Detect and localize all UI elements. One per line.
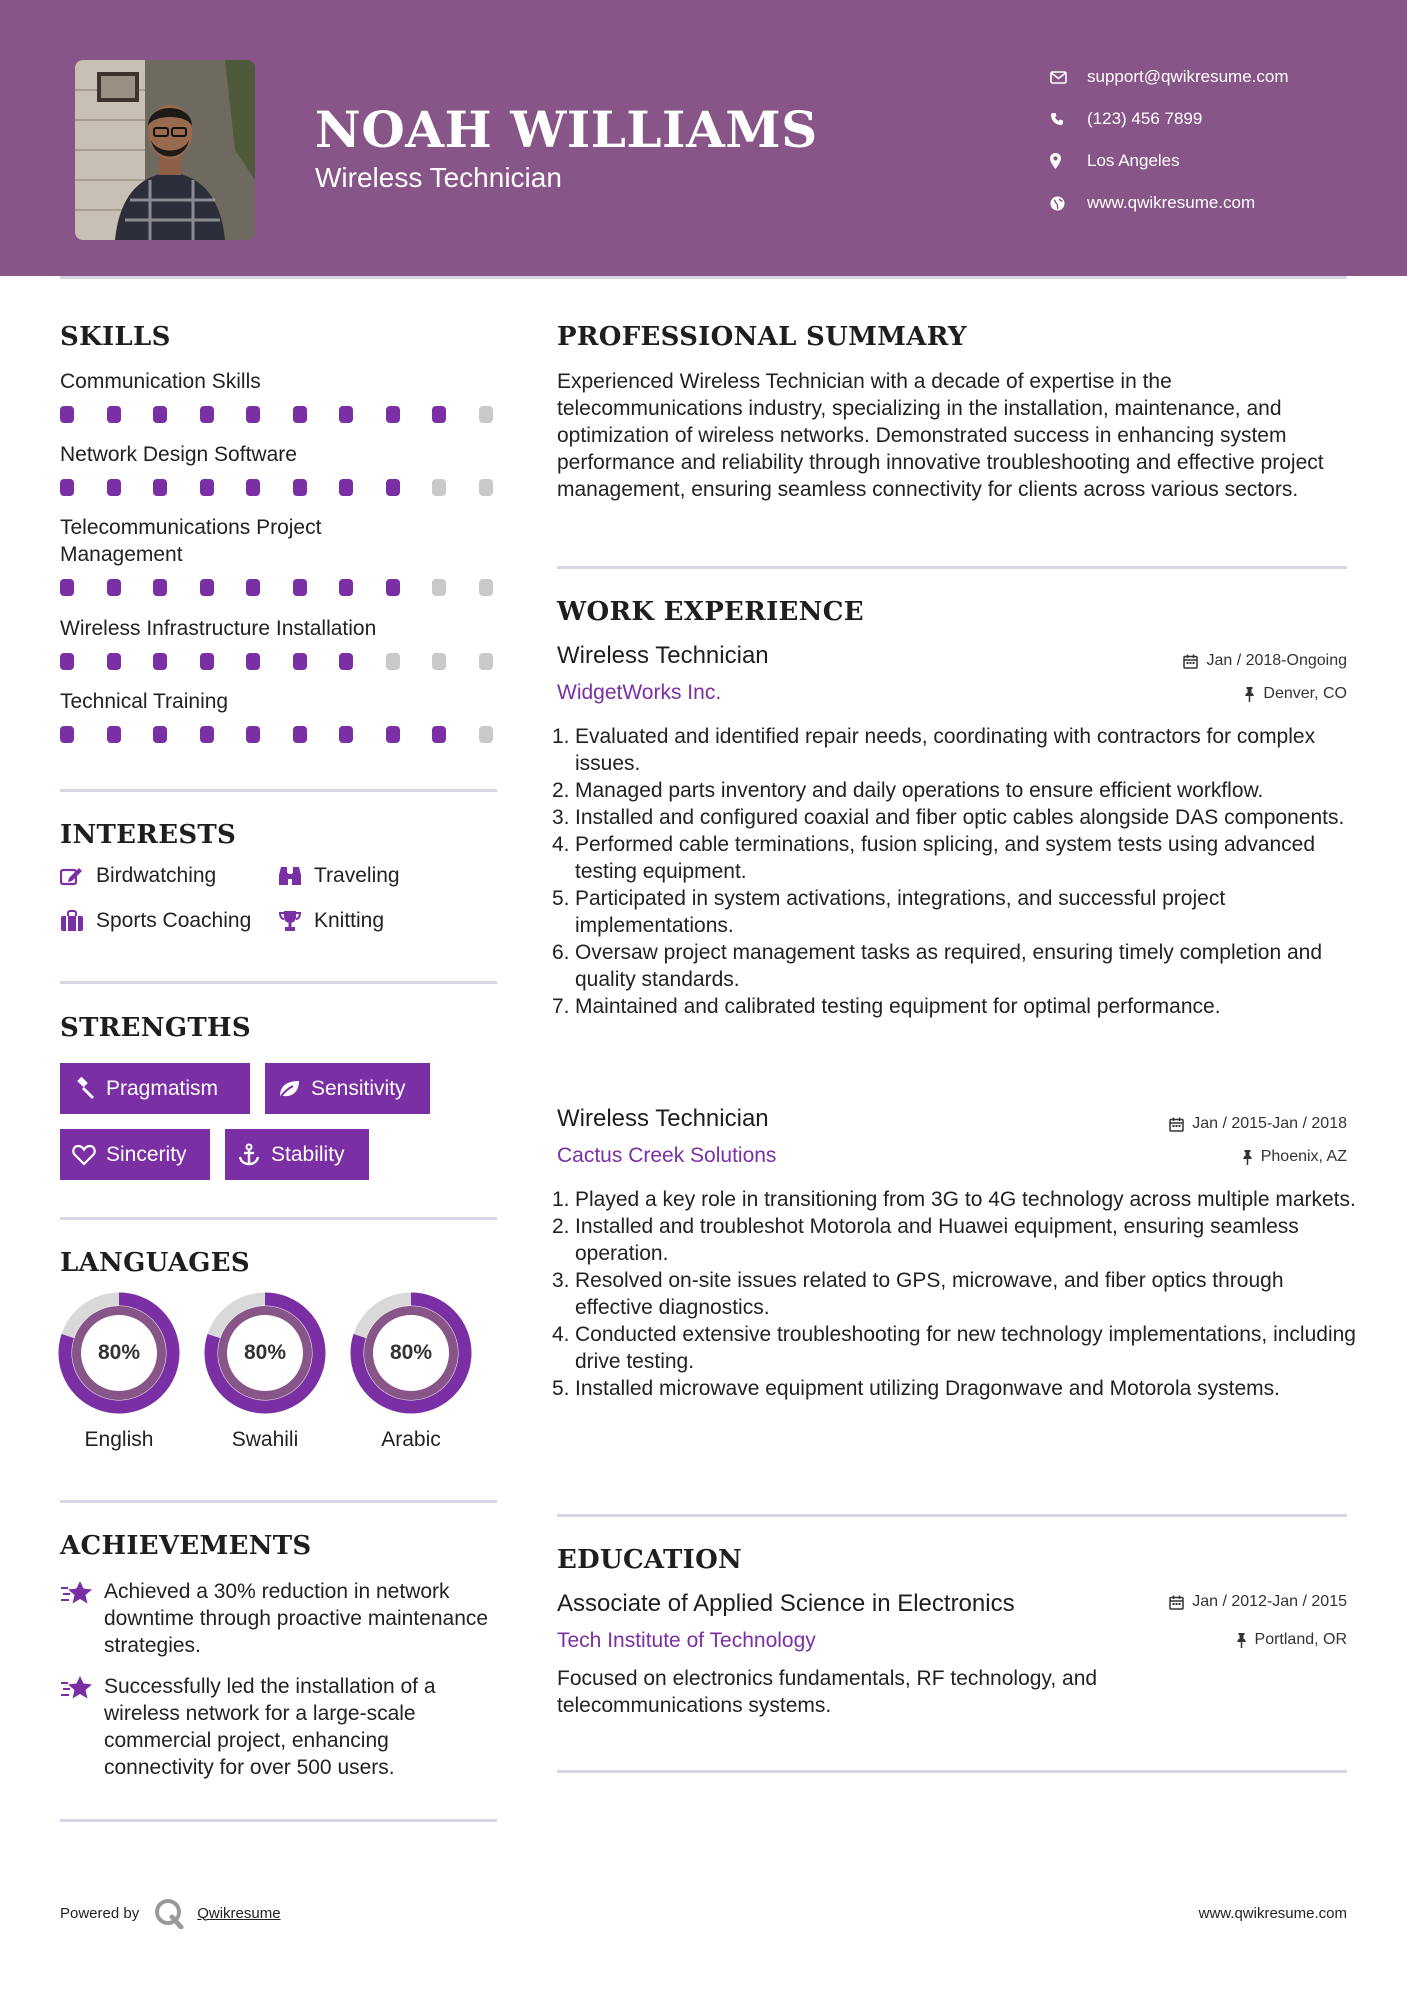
rating-dot	[107, 726, 121, 743]
rating-dot	[246, 406, 260, 423]
skill-label: Telecommunications Project Management	[60, 516, 322, 566]
rating-dot	[339, 726, 353, 743]
rating-dot	[293, 653, 307, 670]
rating-dot	[386, 726, 400, 743]
skill-label: Wireless Infrastructure Installation	[60, 617, 377, 640]
email-text: support@qwikresume.com	[1087, 67, 1289, 86]
rating-dot	[339, 406, 353, 423]
rating-dot	[60, 479, 74, 496]
pushpin-icon	[1242, 1150, 1253, 1165]
trophy-icon	[278, 910, 302, 932]
profile-photo	[75, 60, 255, 240]
rating-dot	[386, 479, 400, 496]
education-description: Focused on electronics fundamentals, RF technology, and telecommunications systems.	[557, 1667, 1098, 1717]
achievement-item	[60, 1673, 500, 1781]
rating-dot	[200, 406, 214, 423]
anchor-icon	[237, 1143, 261, 1167]
header-banner	[0, 0, 1407, 276]
education-location-text: Portland, OR	[1254, 1631, 1347, 1648]
education-heading: EDUCATION	[557, 1545, 743, 1575]
powered-by-text: Powered by	[60, 1904, 140, 1922]
duty-text: Managed parts inventory and daily operations to ensure efficient workflow.	[575, 779, 1264, 802]
interest-item	[278, 909, 384, 933]
section-divider	[60, 1819, 497, 1822]
duty-text: Oversaw project management tasks as required, ensuring timely completion and quality standards.	[575, 941, 1323, 991]
interests-heading: INTERESTS	[60, 820, 237, 850]
gavel-icon	[72, 1077, 96, 1101]
rating-dot-empty	[432, 579, 446, 596]
contact-location	[1050, 140, 1289, 182]
contact-phone[interactable]	[1050, 98, 1289, 140]
achievements-heading: ACHIEVEMENTS	[60, 1531, 312, 1561]
rating-dot	[107, 406, 121, 423]
job-title: Wireless Technician	[557, 1105, 769, 1132]
globe-icon	[1050, 196, 1087, 211]
duty-item: 6. Oversaw project management tasks as required, ensuring timely completion and quality standards.	[552, 941, 1323, 991]
skill-label: Communication Skills	[60, 370, 261, 393]
job-dates-text: Jan / 2018-Ongoing	[1206, 652, 1347, 669]
duty-text: Installed microwave equipment utilizing Dragonwave and Motorola systems.	[575, 1377, 1280, 1400]
interest-label: Birdwatching	[96, 864, 217, 887]
job-location-text: Phoenix, AZ	[1260, 1148, 1347, 1165]
duty-item: 5. Installed microwave equipment utilizing Dragonwave and Motorola systems.	[552, 1377, 1280, 1400]
duty-item: 7. Maintained and calibrated testing equipment for optimal performance.	[552, 995, 1221, 1018]
duty-text: Played a key role in transitioning from 3G to 4G technology across multiple markets.	[575, 1188, 1356, 1211]
duty-item: 2. Managed parts inventory and daily operations to ensure efficient workflow.	[552, 779, 1264, 802]
rating-dot	[153, 726, 167, 743]
rating-dot	[293, 726, 307, 743]
rating-dot	[246, 653, 260, 670]
duty-text: Installed and configured coaxial and fiber optic cables alongside DAS components.	[575, 806, 1345, 829]
duty-text: Installed and troubleshot Motorola and Huawei equipment, ensuring seamless operation.	[575, 1215, 1299, 1265]
education-location	[1236, 1631, 1347, 1649]
duty-item: 4. Performed cable terminations, fusion splicing, and system tests using advanced testing equipment.	[552, 833, 1316, 883]
skill-label: Technical Training	[60, 690, 229, 713]
leaf-icon	[277, 1078, 301, 1100]
rating-dot	[200, 653, 214, 670]
duty-text: Participated in system activations, integrations, and successful project implementations.	[575, 887, 1226, 937]
rating-dot-empty	[479, 726, 493, 743]
strength-tag	[60, 1129, 210, 1180]
language-gauge	[350, 1292, 472, 1414]
rating-dot	[293, 579, 307, 596]
job-duties	[552, 723, 1365, 1020]
degree-title: Associate of Applied Science in Electronics	[557, 1590, 1015, 1617]
duty-item: 1. Played a key role in transitioning from 3G to 4G technology across multiple markets.	[552, 1188, 1356, 1211]
section-divider	[60, 1500, 497, 1503]
strength-label: Stability	[271, 1142, 345, 1166]
language-label: Arabic	[381, 1428, 441, 1451]
education-dates	[1169, 1593, 1347, 1611]
interest-item	[60, 864, 216, 888]
rating-dot	[339, 579, 353, 596]
binoculars-icon	[278, 865, 302, 887]
calendar-icon	[1183, 654, 1198, 669]
summary-text: Experienced Wireless Technician with a decade of expertise in the telecommunications industry, specializing in the installation, maintenance, and optimization of wireless networks. Demonstrated success in enhancing system performance and reliability through innovative troubleshooting and effective project management, ensuring seamless connectivity for clients across various sectors.	[557, 370, 1324, 501]
rating-dot-empty	[386, 653, 400, 670]
duty-text: Maintained and calibrated testing equipment for optimal performance.	[575, 995, 1221, 1018]
job-dates-text: Jan / 2015-Jan / 2018	[1192, 1115, 1347, 1132]
duty-item: 3. Resolved on-site issues related to GPS, microwave, and fiber optics through effective diagnostics.	[552, 1269, 1284, 1319]
rating-dot	[107, 579, 121, 596]
rating-dot	[246, 726, 260, 743]
rating-dot	[200, 579, 214, 596]
interest-label: Sports Coaching	[96, 909, 252, 932]
interest-item	[278, 864, 400, 888]
qwikresume-link[interactable]: Qwikresume	[197, 1904, 281, 1922]
location-text: Los Angeles	[1087, 151, 1180, 170]
map-pin-icon	[1050, 153, 1087, 169]
language-percent: 80%	[97, 1341, 141, 1364]
duty-item: 5. Participated in system activations, integrations, and successful project implementations.	[552, 887, 1226, 937]
rating-dot	[339, 653, 353, 670]
rating-dot	[246, 579, 260, 596]
candidate-title: Wireless Technician	[315, 162, 562, 193]
footer-powered-by	[60, 1897, 281, 1929]
school-name: Tech Institute of Technology	[557, 1629, 816, 1652]
phone-text: (123) 456 7899	[1087, 109, 1203, 128]
achievement-text: Successfully led the installation of a wireless network for a large-scale commercial project, enhancing connectivity for over 500 users.	[104, 1675, 436, 1779]
footer-website[interactable]: www.qwikresume.com	[1198, 1905, 1347, 1922]
rating-dot	[60, 726, 74, 743]
rating-dot	[386, 579, 400, 596]
rating-dot	[293, 406, 307, 423]
phone-icon	[1050, 112, 1087, 126]
job-dates	[1169, 1115, 1347, 1133]
section-divider	[557, 1770, 1347, 1773]
qwikresume-logo-icon	[153, 1897, 187, 1929]
edit-icon	[60, 866, 84, 886]
rating-dot	[153, 653, 167, 670]
star-icon	[60, 1675, 94, 1701]
skill-rating	[60, 653, 525, 670]
interest-label: Traveling	[314, 864, 400, 887]
job-location	[1242, 1148, 1347, 1166]
languages-heading: LANGUAGES	[60, 1248, 250, 1278]
rating-dot	[60, 406, 74, 423]
rating-dot	[293, 479, 307, 496]
rating-dot	[107, 653, 121, 670]
section-divider	[557, 1514, 1347, 1517]
calendar-icon	[1169, 1117, 1184, 1132]
achievement-text: Achieved a 30% reduction in network downtime through proactive maintenance strategies.	[104, 1580, 489, 1657]
achievement-item	[60, 1578, 500, 1659]
duty-text: Performed cable terminations, fusion splicing, and system tests using advanced testing equipment.	[575, 833, 1316, 883]
rating-dot	[432, 726, 446, 743]
job-title: Wireless Technician	[557, 642, 769, 669]
briefcase-icon	[60, 910, 84, 932]
rating-dot	[386, 406, 400, 423]
company-name: Cactus Creek Solutions	[557, 1144, 777, 1167]
envelope-icon	[1050, 71, 1087, 84]
strengths-heading: STRENGTHS	[60, 1013, 251, 1043]
rating-dot	[107, 479, 121, 496]
section-divider	[60, 981, 497, 984]
rating-dot	[60, 579, 74, 596]
language-gauge	[58, 1292, 180, 1414]
skill-rating	[60, 579, 525, 596]
rating-dot	[246, 479, 260, 496]
language-percent: 80%	[389, 1341, 433, 1364]
interest-item	[60, 909, 251, 933]
strength-tag	[225, 1129, 369, 1180]
language-percent: 80%	[243, 1341, 287, 1364]
duty-item: 1. Evaluated and identified repair needs, coordinating with contractors for complex issues.	[552, 725, 1316, 775]
rating-dot	[153, 479, 167, 496]
rating-dot	[200, 726, 214, 743]
duty-text: Resolved on-site issues related to GPS, microwave, and fiber optics through effective diagnostics.	[575, 1269, 1284, 1319]
education-dates-text: Jan / 2012-Jan / 2015	[1192, 1593, 1347, 1610]
contact-info	[1050, 56, 1289, 224]
star-icon	[60, 1580, 94, 1606]
skill-rating	[60, 479, 525, 496]
contact-website[interactable]	[1050, 182, 1289, 224]
rating-dot	[432, 406, 446, 423]
section-divider	[60, 1217, 497, 1220]
rating-dot-empty	[432, 653, 446, 670]
job-location-text: Denver, CO	[1263, 685, 1347, 702]
section-divider	[60, 789, 497, 792]
duty-item: 2. Installed and troubleshot Motorola and Huawei equipment, ensuring seamless operation.	[552, 1215, 1299, 1265]
skill-label: Network Design Software	[60, 443, 297, 466]
pushpin-icon	[1236, 1633, 1247, 1648]
experience-heading: WORK EXPERIENCE	[557, 597, 864, 627]
duty-item: 4. Conducted extensive troubleshooting for new technology implementations, including drive testing.	[552, 1323, 1356, 1373]
rating-dot	[200, 479, 214, 496]
rating-dot	[153, 406, 167, 423]
heart-icon	[72, 1144, 96, 1166]
header-divider	[60, 276, 1347, 279]
job-location	[1244, 685, 1347, 703]
rating-dot-empty	[479, 653, 493, 670]
rating-dot-empty	[432, 479, 446, 496]
job-duties	[552, 1186, 1365, 1402]
company-name: WidgetWorks Inc.	[557, 681, 722, 704]
strength-label: Sensitivity	[311, 1076, 406, 1100]
website-text: www.qwikresume.com	[1087, 193, 1256, 212]
rating-dot-empty	[479, 406, 493, 423]
strength-label: Pragmatism	[106, 1076, 219, 1100]
interest-label: Knitting	[314, 909, 385, 932]
strength-label: Sincerity	[106, 1142, 187, 1166]
rating-dot-empty	[479, 579, 493, 596]
rating-dot	[339, 479, 353, 496]
language-label: English	[84, 1428, 154, 1451]
calendar-icon	[1169, 1595, 1184, 1610]
contact-email[interactable]	[1050, 56, 1289, 98]
strength-tag	[265, 1063, 430, 1114]
language-label: Swahili	[231, 1428, 299, 1451]
skill-rating	[60, 726, 525, 743]
strength-tag	[60, 1063, 250, 1114]
summary-heading: PROFESSIONAL SUMMARY	[557, 322, 967, 352]
duty-text: Conducted extensive troubleshooting for new technology implementations, including drive testing.	[575, 1323, 1356, 1373]
skills-heading: SKILLS	[60, 322, 171, 352]
job-dates	[1183, 652, 1347, 670]
language-gauge	[204, 1292, 326, 1414]
candidate-name: NOAH WILLIAMS	[315, 100, 818, 159]
rating-dot-empty	[479, 479, 493, 496]
section-divider	[557, 566, 1347, 569]
duty-item: 3. Installed and configured coaxial and fiber optic cables alongside DAS components.	[552, 806, 1345, 829]
duty-text: Evaluated and identified repair needs, coordinating with contractors for complex issues.	[575, 725, 1316, 775]
pushpin-icon	[1244, 687, 1255, 702]
skill-rating	[60, 406, 525, 423]
rating-dot	[153, 579, 167, 596]
rating-dot	[60, 653, 74, 670]
